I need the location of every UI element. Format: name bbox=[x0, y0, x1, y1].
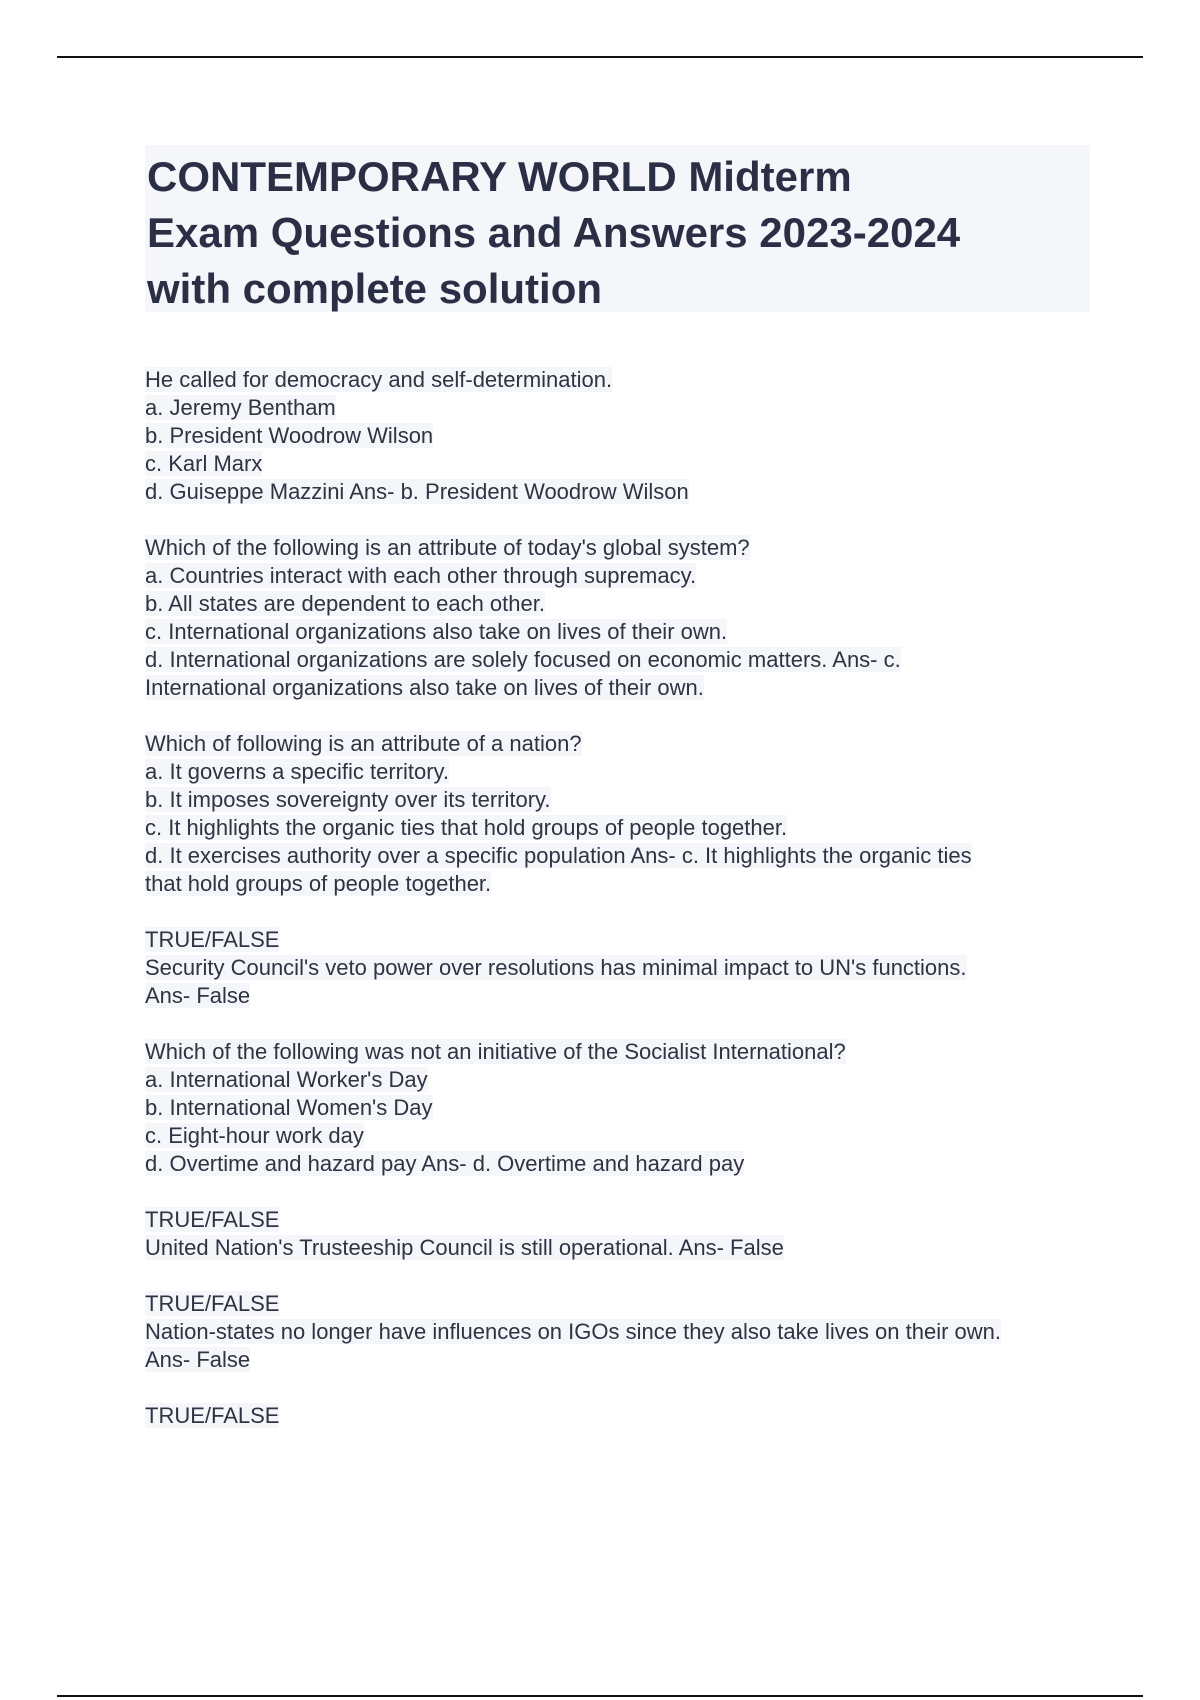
title-line: Exam Questions and Answers 2023-2024 bbox=[147, 209, 961, 256]
bottom-rule bbox=[57, 1695, 1143, 1697]
top-rule bbox=[57, 56, 1143, 58]
question-list bbox=[145, 366, 1105, 1458]
question-type: TRUE/FALSE bbox=[145, 927, 280, 952]
question-text: Security Council's veto power over resolutions has minimal impact to UN's functions. bbox=[145, 955, 967, 980]
question-4 bbox=[145, 926, 1105, 1010]
question-7 bbox=[145, 1290, 1105, 1374]
document-title bbox=[145, 145, 1090, 312]
question-2 bbox=[145, 534, 1105, 702]
option-b: b. President Woodrow Wilson bbox=[145, 423, 434, 448]
title-line: CONTEMPORARY WORLD Midterm bbox=[147, 153, 852, 200]
option-a: a. Jeremy Bentham bbox=[145, 395, 336, 420]
option-d-answer: d. Overtime and hazard pay Ans- d. Overtime and hazard pay bbox=[145, 1151, 745, 1176]
option-b: b. International Women's Day bbox=[145, 1095, 433, 1120]
question-type: TRUE/FALSE bbox=[145, 1291, 280, 1316]
answer: Ans- False bbox=[145, 983, 251, 1008]
question-text-answer: United Nation's Trusteeship Council is still operational. Ans- False bbox=[145, 1235, 784, 1260]
option-d-answer: d. It exercises authority over a specific population Ans- c. It highlights the organic ties bbox=[145, 843, 972, 868]
option-a: a. It governs a specific territory. bbox=[145, 759, 450, 784]
option-c: c. International organizations also take on lives of their own. bbox=[145, 619, 728, 644]
option-d-answer: d. International organizations are solely focused on economic matters. Ans- c. bbox=[145, 647, 901, 672]
question-5 bbox=[145, 1038, 1105, 1178]
question-text: Which of following is an attribute of a nation? bbox=[145, 731, 582, 756]
question-text: He called for democracy and self-determination. bbox=[145, 367, 613, 392]
option-a: a. Countries interact with each other through supremacy. bbox=[145, 563, 697, 588]
question-text: Which of the following was not an initiative of the Socialist International? bbox=[145, 1039, 846, 1064]
option-b: b. All states are dependent to each other. bbox=[145, 591, 545, 616]
option-b: b. It imposes sovereignty over its territory. bbox=[145, 787, 551, 812]
question-type: TRUE/FALSE bbox=[145, 1207, 280, 1232]
option-c: c. It highlights the organic ties that hold groups of people together. bbox=[145, 815, 788, 840]
option-d-answer: d. Guiseppe Mazzini Ans- b. President Woodrow Wilson bbox=[145, 479, 689, 504]
option-a: a. International Worker's Day bbox=[145, 1067, 428, 1092]
option-c: c. Karl Marx bbox=[145, 451, 263, 476]
title-line: with complete solution bbox=[147, 265, 603, 312]
answer-continuation: that hold groups of people together. bbox=[145, 871, 492, 896]
question-3 bbox=[145, 730, 1105, 898]
question-text: Nation-states no longer have influences on IGOs since they also take lives on their own. bbox=[145, 1319, 1002, 1344]
answer-continuation: International organizations also take on lives of their own. bbox=[145, 675, 704, 700]
question-text: Which of the following is an attribute of today's global system? bbox=[145, 535, 750, 560]
option-c: c. Eight-hour work day bbox=[145, 1123, 364, 1148]
question-6 bbox=[145, 1206, 1105, 1262]
question-8 bbox=[145, 1402, 1105, 1430]
question-type: TRUE/FALSE bbox=[145, 1403, 280, 1428]
answer: Ans- False bbox=[145, 1347, 251, 1372]
question-1 bbox=[145, 366, 1105, 506]
